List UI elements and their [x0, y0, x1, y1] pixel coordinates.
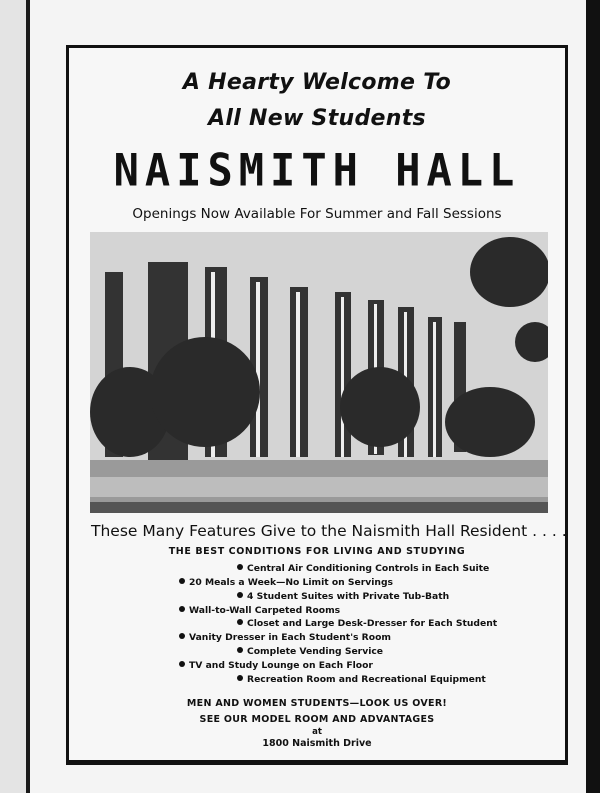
feature-text: Recreation Room and Recreational Equipment: [247, 674, 486, 685]
ad-subtitle: Openings Now Available For Summer and Fall Sessions: [132, 206, 502, 222]
bullet-icon: [179, 578, 185, 584]
bullet-icon: [179, 633, 185, 639]
feature-text: Complete Vending Service: [247, 646, 384, 657]
advertisement: [66, 45, 568, 765]
feature-item: [237, 563, 489, 574]
feature-text: Closet and Large Desk-Dresser for Each Student: [247, 618, 498, 629]
cta-line-2: SEE OUR MODEL ROOM AND ADVANTAGES: [199, 714, 435, 725]
bullet-icon: [237, 592, 243, 598]
bullet-icon: [237, 675, 243, 681]
feature-text: 4 Student Suites with Private Tub-Bath: [247, 591, 450, 602]
cta-at: at: [312, 727, 322, 737]
adjacent-page-edge: [0, 0, 30, 793]
feature-text: Vanity Dresser in Each Student's Room: [189, 632, 391, 643]
feature-text: 20 Meals a Week—No Limit on Servings: [189, 577, 394, 588]
feature-text: Central Air Conditioning Controls in Each Suite: [247, 563, 490, 574]
address: 1800 Naismith Drive: [262, 738, 372, 749]
bullet-icon: [237, 647, 243, 653]
feature-item: [237, 591, 449, 602]
feature-item: [237, 646, 383, 657]
welcome-line-1: A Hearty Welcome To: [182, 70, 452, 95]
feature-item: [237, 618, 497, 629]
feature-item: [179, 632, 391, 643]
bullet-icon: [237, 619, 243, 625]
feature-text: TV and Study Lounge on Each Floor: [189, 660, 373, 671]
features-heading: These Many Features Give to the Naismith Hall Resident . . . .: [91, 522, 567, 540]
ad-title: NAISMITH HALL: [113, 144, 521, 197]
best-conditions-heading: THE BEST CONDITIONS FOR LIVING AND STUDYING: [168, 546, 466, 557]
feature-item: [179, 660, 373, 671]
feature-text: Wall-to-Wall Carpeted Rooms: [189, 605, 341, 616]
feature-item: [179, 605, 340, 616]
bullet-icon: [179, 606, 185, 612]
cta-line-1: MEN AND WOMEN STUDENTS—LOOK US OVER!: [186, 698, 448, 709]
feature-item: [179, 577, 393, 588]
scan-border: [586, 0, 600, 793]
bullet-icon: [237, 564, 243, 570]
bullet-icon: [179, 661, 185, 667]
building-illustration: [90, 232, 548, 513]
welcome-line-2: All New Students: [208, 106, 426, 131]
feature-item: [237, 674, 486, 685]
